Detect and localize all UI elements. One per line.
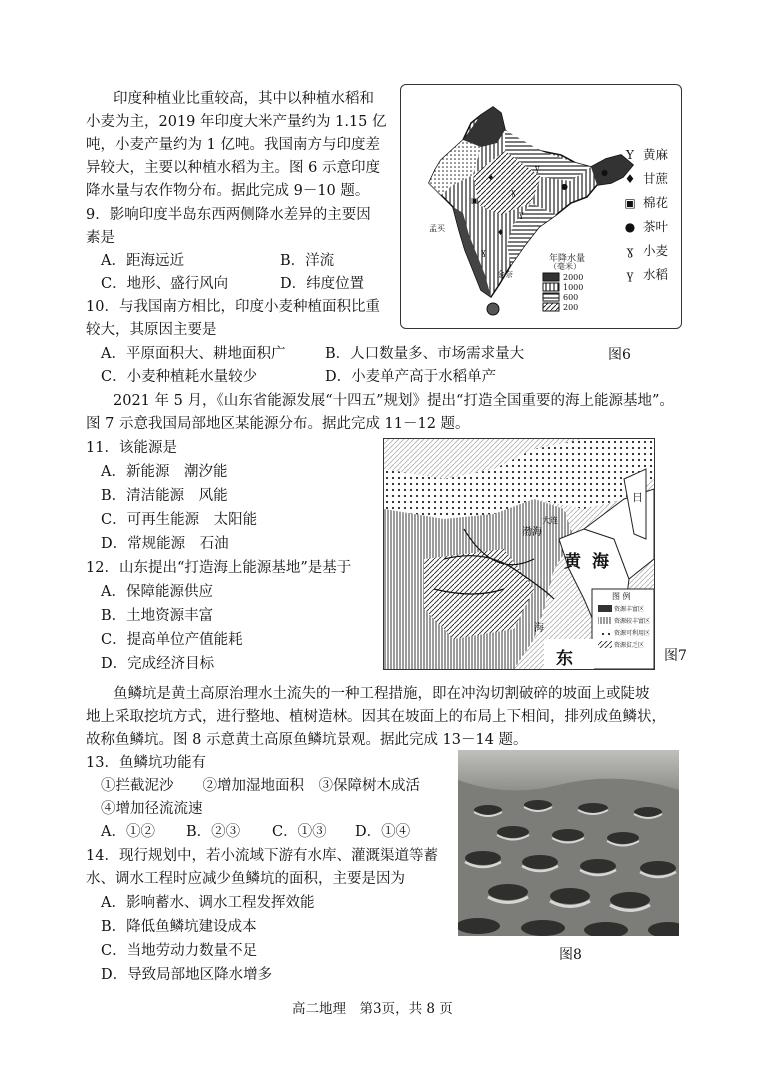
fig7-legend-4: 资源贫乏区 [614, 642, 645, 649]
q14-stem-line-1: 14．现行规划中，若小流域下游有水库、灌溉渠道等蓄 [86, 848, 438, 864]
precip-legend-title: 年降水量 [549, 254, 586, 264]
q11-option-a: A．新能源 潮汐能 [101, 464, 228, 480]
intro1-line-5: 降水量与农作物分布。据此完成 9－10 题。 [86, 183, 370, 199]
city-label-mumbai: 孟买 [429, 224, 445, 233]
rice-icon: ү [626, 268, 634, 282]
svg-text:♦: ♦ [487, 173, 495, 182]
q10-option-a: A．平原面积大、耕地面积广 [101, 346, 286, 362]
sea-label-hai-1: 海 [592, 552, 609, 572]
q10-option-c: C．小麦种植耗水量较少 [101, 369, 258, 385]
q9-stem-line-1: 9．影响印度半岛东西两侧降水差异的主要因 [86, 207, 371, 223]
legend-row-jute [621, 145, 668, 163]
precip-legend-unit: （毫米） [549, 262, 581, 271]
q10-option-b: B．人口数量多、市场需求量大 [325, 346, 525, 362]
q13-items-line-2: ④增加径流流速 [101, 801, 203, 817]
intro1-line-4: 异较大，主要以种植水稻为主。图 6 示意印度 [86, 160, 380, 176]
q13-option-d: D．①④ [355, 824, 411, 840]
intro3-line-3: 故称鱼鳞坑。图 8 示意黄土高原鱼鳞坑景观。据此完成 13－14 题。 [86, 732, 528, 748]
label-dalian: 大连 [542, 516, 558, 525]
q12-stem: 12．山东提出“打造海上能源基地”是基于 [86, 560, 352, 576]
sea-label-bohai: 渤海 [522, 527, 542, 538]
svg-text:ү: ү [535, 164, 540, 173]
intro2-line-2: 图 7 示意我国局部地区某能源分布。据此完成 11－12 题。 [86, 416, 470, 432]
legend-row-rice [621, 265, 668, 283]
intro1-line-1: 印度种植业比重较高，其中以种植水稻和 [113, 91, 374, 107]
svg-text:ү: ү [519, 210, 524, 219]
svg-text:ɣ: ɣ [511, 188, 516, 197]
fig7-legend-1: 资源丰富区 [614, 606, 645, 613]
q12-option-c: C．提高单位产值能耗 [101, 632, 243, 648]
tea-icon: ● [624, 220, 636, 234]
legend-row-wheat [621, 241, 668, 259]
precip-value-2000: 2000 [563, 273, 584, 282]
q11-option-d: D．常规能源 石油 [101, 536, 229, 552]
q9-option-a: A．距海远近 [101, 253, 184, 269]
fig7-legend-title: 图 例 [612, 592, 631, 601]
legend-label-tea: 茶叶 [643, 219, 669, 234]
q9-option-b: B．洋流 [280, 253, 335, 269]
intro1-line-3: 吨，小麦产量约为 1 亿吨。我国南方与印度差 [86, 137, 380, 153]
figure-6-india-map [400, 84, 682, 329]
city-label-chennai: 金奈 [497, 270, 513, 279]
intro2-line-1: 2021 年 5 月，《山东省能源发展“十四五”规划》提出“打造全国重要的海上能源基地”。 [113, 393, 674, 409]
q12-option-b: B．土地资源丰富 [101, 608, 214, 624]
intro1-line-2: 小麦为主，2019 年印度大米产量约为 1.15 亿 [86, 114, 387, 130]
legend-row-cotton [621, 193, 668, 211]
q14-stem-line-2: 水、调水工程时应减少鱼鳞坑的面积，主要是因为 [86, 871, 405, 887]
sea-label-dong: 东 [556, 649, 573, 669]
figure-7-energy-map [383, 438, 655, 670]
fish-scale-pits-photo [458, 750, 679, 936]
q13-option-c: C．①③ [272, 824, 327, 840]
figure-8-label: 图8 [559, 947, 582, 963]
q11-option-b: B．清洁能源 风能 [101, 488, 228, 504]
legend-row-tea [621, 217, 668, 235]
q14-option-c: C．当地劳动力数量不足 [101, 943, 258, 959]
wheat-icon: ɣ [626, 244, 634, 258]
precip-value-200: 200 [563, 303, 579, 312]
sugarcane-icon: ♦ [624, 172, 636, 186]
precip-value-600: 600 [563, 293, 579, 302]
q13-items-line-1: ①拦截泥沙 ②增加湿地面积 ③保障树木成活 [101, 778, 420, 794]
figure-6-label: 图6 [608, 347, 631, 363]
cotton-icon: ▣ [624, 196, 636, 210]
legend-label-sugarcane: 甘蔗 [643, 171, 669, 186]
sea-label-huang: 黄 [564, 552, 581, 572]
q13-stem: 13．鱼鳞坑功能有 [86, 755, 206, 771]
q11-stem: 11．该能源是 [86, 440, 177, 456]
page-footer: 高二地理 第3页，共 8 页 [292, 1001, 453, 1017]
legend-label-wheat: 小麦 [643, 243, 669, 258]
legend-label-jute: 黄麻 [643, 147, 669, 162]
q13-option-a: A．①② [101, 824, 155, 840]
legend-row-sugarcane [621, 169, 668, 187]
legend-label-cotton: 棉花 [643, 195, 669, 210]
crop-legend [621, 145, 681, 295]
figure-8-photo [458, 750, 679, 936]
q14-option-b: B．降低鱼鳞坑建设成本 [101, 919, 257, 935]
fig7-legend-2: 资源较丰富区 [614, 618, 651, 625]
q9-stem-line-2: 素是 [86, 230, 115, 246]
sea-label-hai-2: 海 [534, 623, 544, 634]
q10-option-d: D．小麦单产高于水稻单产 [325, 369, 497, 385]
legend-label-rice: 水稻 [643, 267, 669, 282]
figure-7-label: 图7 [664, 648, 687, 664]
svg-text:●: ● [601, 168, 608, 177]
intro3-line-1: 鱼鳞坑是黄土高原治理水土流失的一种工程措施，即在冲沟切割破碎的坡面上或陡坡 [113, 686, 650, 702]
q14-option-a: A．影响蓄水、调水工程发挥效能 [101, 895, 315, 911]
q13-option-b: B．②③ [186, 824, 241, 840]
q9-option-d: D．纬度位置 [280, 276, 365, 292]
svg-text:♦: ♦ [497, 228, 505, 237]
q9-option-c: C．地形、盛行风向 [101, 276, 229, 292]
precip-value-1000: 1000 [563, 283, 584, 292]
fig7-legend-3: 资源可利用区 [614, 630, 651, 637]
q12-option-a: A．保障能源供应 [101, 584, 213, 600]
jute-icon: Y [626, 148, 634, 162]
q11-option-c: C．可再生能源 太阳能 [101, 512, 258, 528]
q14-option-d: D．导致局部地区降水增多 [101, 967, 273, 983]
q10-stem-line-2: 较大，其原因主要是 [86, 322, 217, 338]
svg-text:●: ● [561, 182, 568, 191]
q12-option-d: D．完成经济目标 [101, 656, 215, 672]
q10-stem-line-1: 10．与我国南方相比，印度小麦种植面积比重 [86, 299, 380, 315]
label-japan: 日 [632, 491, 643, 504]
svg-text:ɣ: ɣ [481, 248, 486, 257]
intro3-line-2: 地上采取挖坑方式，进行整地、植树造林。因其在坡面上的布局上下相间，排列成鱼鳞状， [86, 709, 666, 725]
svg-text:▣: ▣ [471, 196, 479, 205]
